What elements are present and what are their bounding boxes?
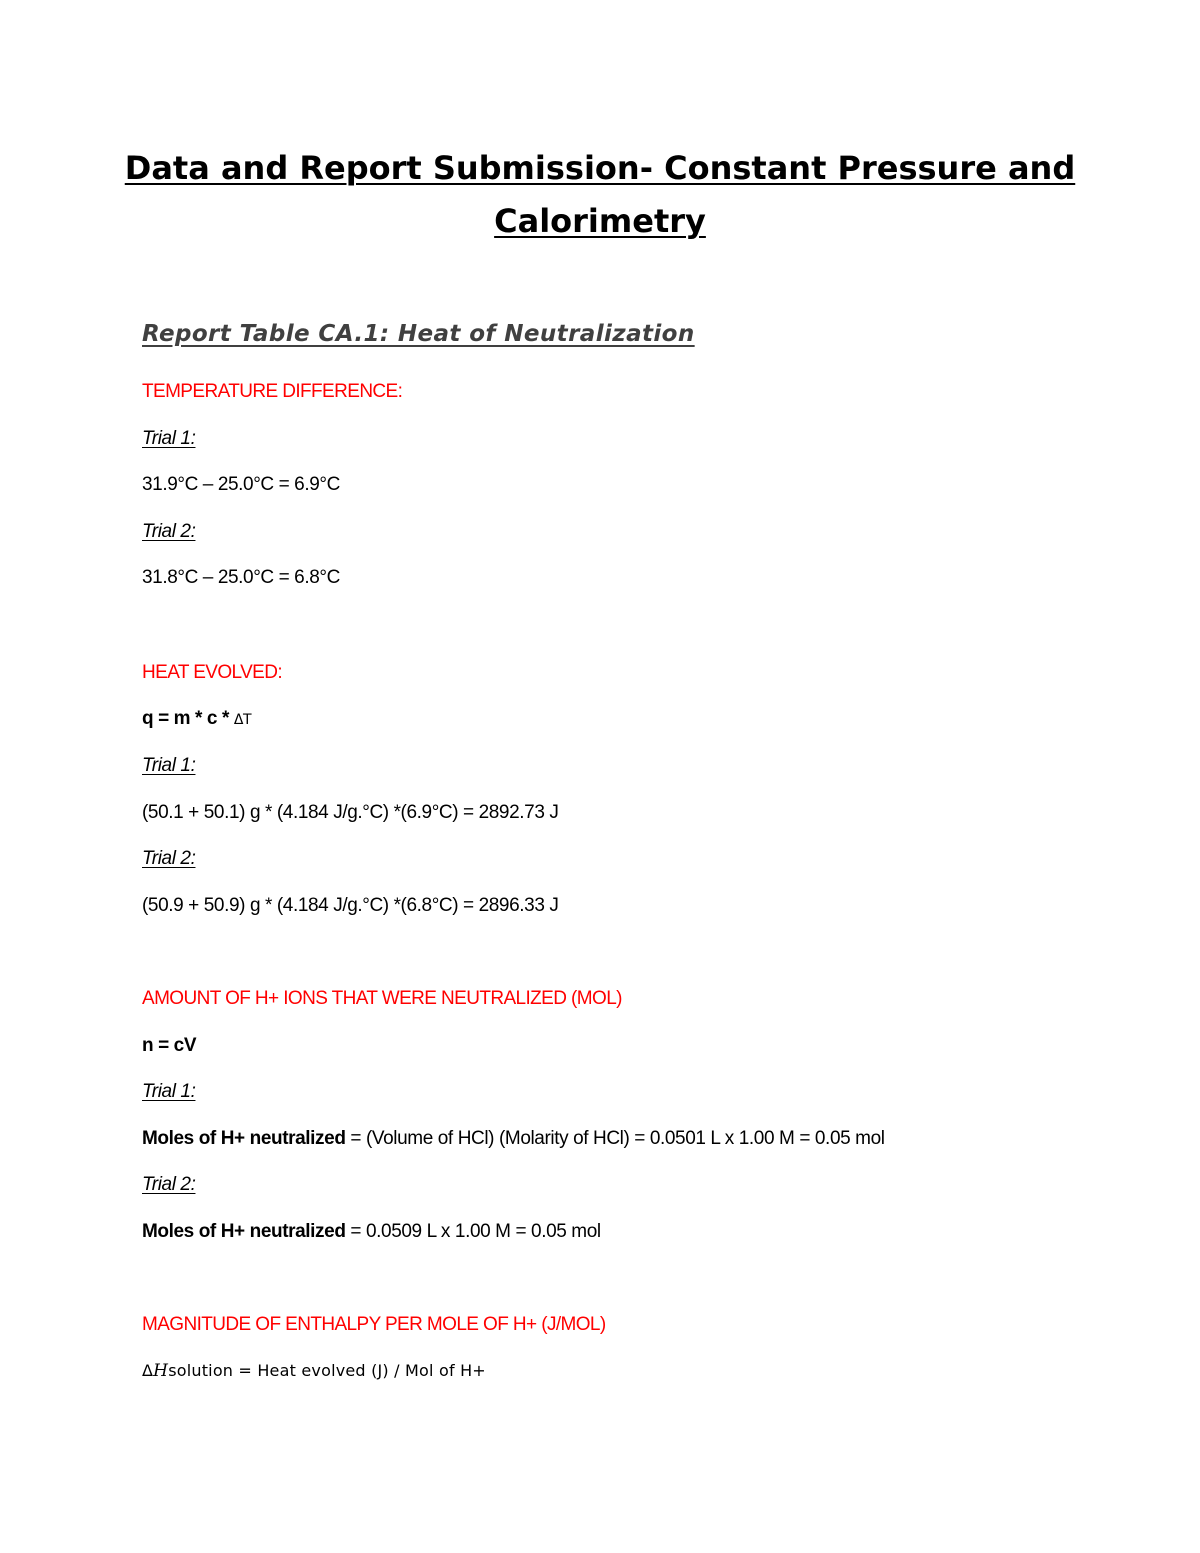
enthalpy-formula <box>142 1359 486 1383</box>
heat-evolved-heading: HEAT EVOLVED: <box>142 662 283 683</box>
temperature-trial-1-value: 31.9°C – 25.0°C = 6.9°C <box>142 474 340 495</box>
temperature-difference-heading: TEMPERATURE DIFFERENCE: <box>142 381 403 402</box>
moles-neutralized-heading: AMOUNT OF H+ IONS THAT WERE NEUTRALIZED (MOL) <box>142 988 622 1009</box>
moles-trial-2-value <box>142 1220 601 1244</box>
moles-trial-1-term: Moles of H+ neutralized <box>142 1128 346 1149</box>
delta-t-symbol: ΔT <box>233 712 252 728</box>
enthalpy-formula-text: solution = Heat evolved (J) / Mol of H+ <box>168 1361 486 1380</box>
document-title-line-2: Calorimetry <box>494 202 706 240</box>
document-title-line-1: Data and Report Submission- Constant Pressure and <box>124 149 1076 187</box>
moles-trial-1-value <box>142 1127 885 1151</box>
report-table-subtitle: Report Table CA.1: Heat of Neutralization <box>142 321 695 347</box>
moles-trial-2-term: Moles of H+ neutralized <box>142 1221 346 1242</box>
heat-trial-1-value: (50.1 + 50.1) g * (4.184 J/g.°C) *(6.9°C) = 2892.73 J <box>142 802 559 823</box>
moles-trial-1-label: Trial 1: <box>142 1081 196 1102</box>
moles-formula: n = cV <box>142 1035 197 1056</box>
moles-trial-1-calculation: = (Volume of HCl) (Molarity of HCl) = 0.0501 L x 1.00 M = 0.05 mol <box>345 1128 885 1149</box>
enthalpy-h-symbol: H <box>153 1361 169 1381</box>
heat-formula <box>142 707 251 732</box>
moles-trial-2-calculation: = 0.0509 L x 1.00 M = 0.05 mol <box>345 1221 601 1242</box>
heat-trial-1-label: Trial 1: <box>142 755 196 776</box>
enthalpy-heading: MAGNITUDE OF ENTHALPY PER MOLE OF H+ (J/MOL) <box>142 1314 606 1335</box>
temperature-trial-2-label: Trial 2: <box>142 521 196 542</box>
heat-trial-2-value: (50.9 + 50.9) g * (4.184 J/g.°C) *(6.8°C) = 2896.33 J <box>142 895 559 916</box>
temperature-trial-1-label: Trial 1: <box>142 428 196 449</box>
moles-trial-2-label: Trial 2: <box>142 1174 196 1195</box>
heat-formula-text: q = m * c * <box>142 708 234 729</box>
heat-trial-2-label: Trial 2: <box>142 848 196 869</box>
temperature-trial-2-value: 31.8°C – 25.0°C = 6.8°C <box>142 567 340 588</box>
delta-symbol: Δ <box>142 1361 154 1380</box>
